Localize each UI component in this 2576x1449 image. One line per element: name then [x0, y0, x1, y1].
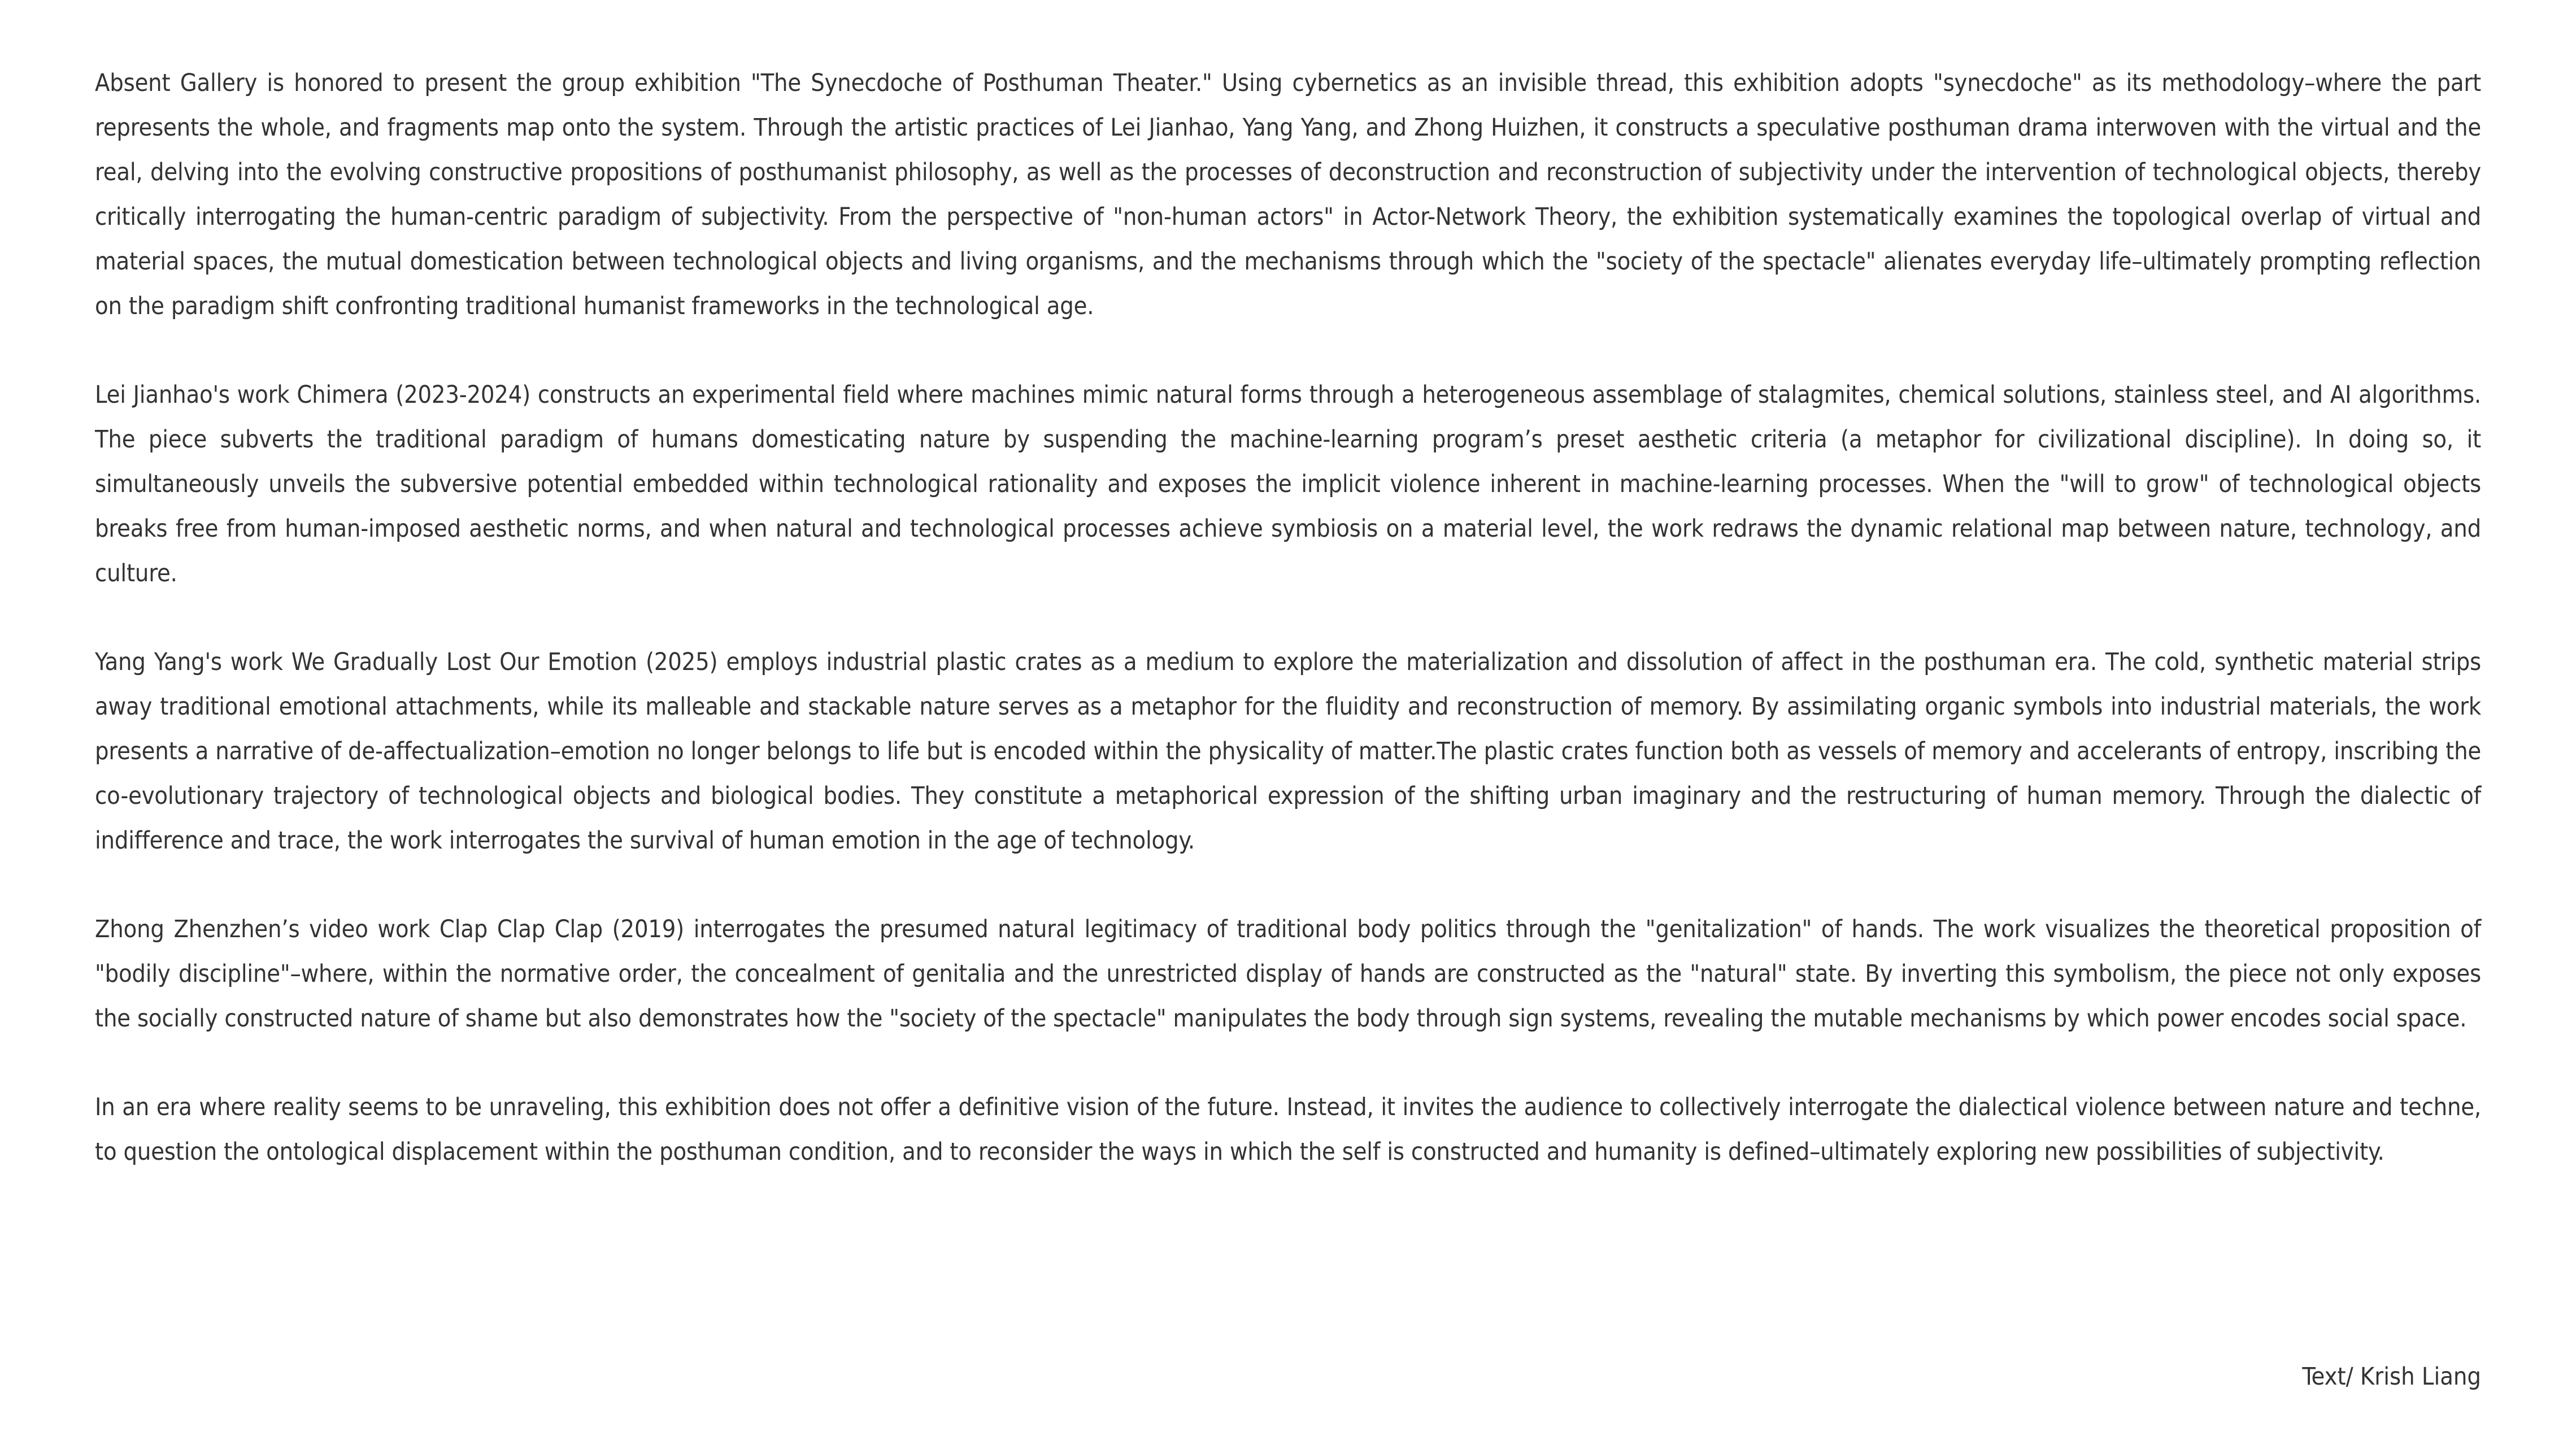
paragraph-conclusion: In an era where reality seems to be unraveling, this exhibition does not offer a definitive vision of the future. Instead, it invites the audience to collectively interrogate the dialectical violence between nature and techne, to question the ontological displacement within the posthuman condition, and to reconsider the ways in which the self is constructed and humanity is defined–ultimately exploring new possibilities of subjectivity. [95, 1093, 2481, 1166]
paragraph-zhong-zhenzhen: Zhong Zhenzhen’s video work Clap Clap Clap (2019) interrogates the presumed natural legitimacy of traditional body politics through the "genitalization" of hands. The work visualizes the theoretical proposition of "bodily discipline"–where, within the normative order, the concealment of genitalia and the unrestricted display of hands are constructed as the "natural" state. By inverting this symbolism, the piece not only exposes the socially constructed nature of shame but also demonstrates how the "society of the spectacle" manipulates the body through sign systems, revealing the mutable mechanisms by which power encodes social space. [95, 915, 2481, 1033]
article-body [95, 61, 2481, 1174]
paragraph-intro: Absent Gallery is honored to present the group exhibition "The Synecdoche of Posthuman Theater." Using cybernetics as an invisible thread, this exhibition adopts "synecdoche" as its methodology–where the part represents the whole, and fragments map onto the system. Through the artistic practices of Lei Jianhao, Yang Yang, and Zhong Huizhen, it constructs a speculative posthuman drama interwoven with the virtual and the real, delving into the evolving constructive propositions of posthumanist philosophy, as well as the processes of deconstruction and reconstruction of subjectivity under the intervention of technological objects, thereby critically interrogating the human-centric paradigm of subjectivity. From the perspective of "non-human actors" in Actor-Network Theory, the exhibition systematically examines the topological overlap of virtual and material spaces, the mutual domestication between technological objects and living organisms, and the mechanisms through which the "society of the spectacle" alienates everyday life–ultimately prompting reflection on the paradigm shift confronting traditional humanist frameworks in the technological age. [95, 69, 2481, 320]
paragraph-yang-yang: Yang Yang's work We Gradually Lost Our Emotion (2025) employs industrial plastic crates as a medium to explore the materialization and dissolution of affect in the posthuman era. The cold, synthetic material strips away traditional emotional attachments, while its malleable and stackable nature serves as a metaphor for the fluidity and reconstruction of memory. By assimilating organic symbols into industrial materials, the work presents a narrative of de-affectualization–emotion no longer belongs to life but is encoded within the physicality of matter.The plastic crates function both as vessels of memory and accelerants of entropy, inscribing the co-evolutionary trajectory of technological objects and biological bodies. They constitute a metaphorical expression of the shifting urban imaginary and the restructuring of human memory. Through the dialectic of indifference and trace, the work interrogates the survival of human emotion in the age of technology. [95, 648, 2481, 855]
paragraph-lei-jianhao: Lei Jianhao's work Chimera (2023-2024) constructs an experimental field where machines mimic natural forms through a heterogeneous assemblage of stalagmites, chemical solutions, stainless steel, and AI algorithms. The piece subverts the traditional paradigm of humans domesticating nature by suspending the machine-learning program’s preset aesthetic criteria (a metaphor for civilizational discipline). In doing so, it simultaneously unveils the subversive potential embedded within technological rationality and exposes the implicit violence inherent in machine-learning processes. When the "will to grow" of technological objects breaks free from human-imposed aesthetic norms, and when natural and technological processes achieve symbiosis on a material level, the work redraws the dynamic relational map between nature, technology, and culture. [95, 381, 2481, 588]
author-credit: Text/ Krish Liang [2302, 1363, 2481, 1391]
